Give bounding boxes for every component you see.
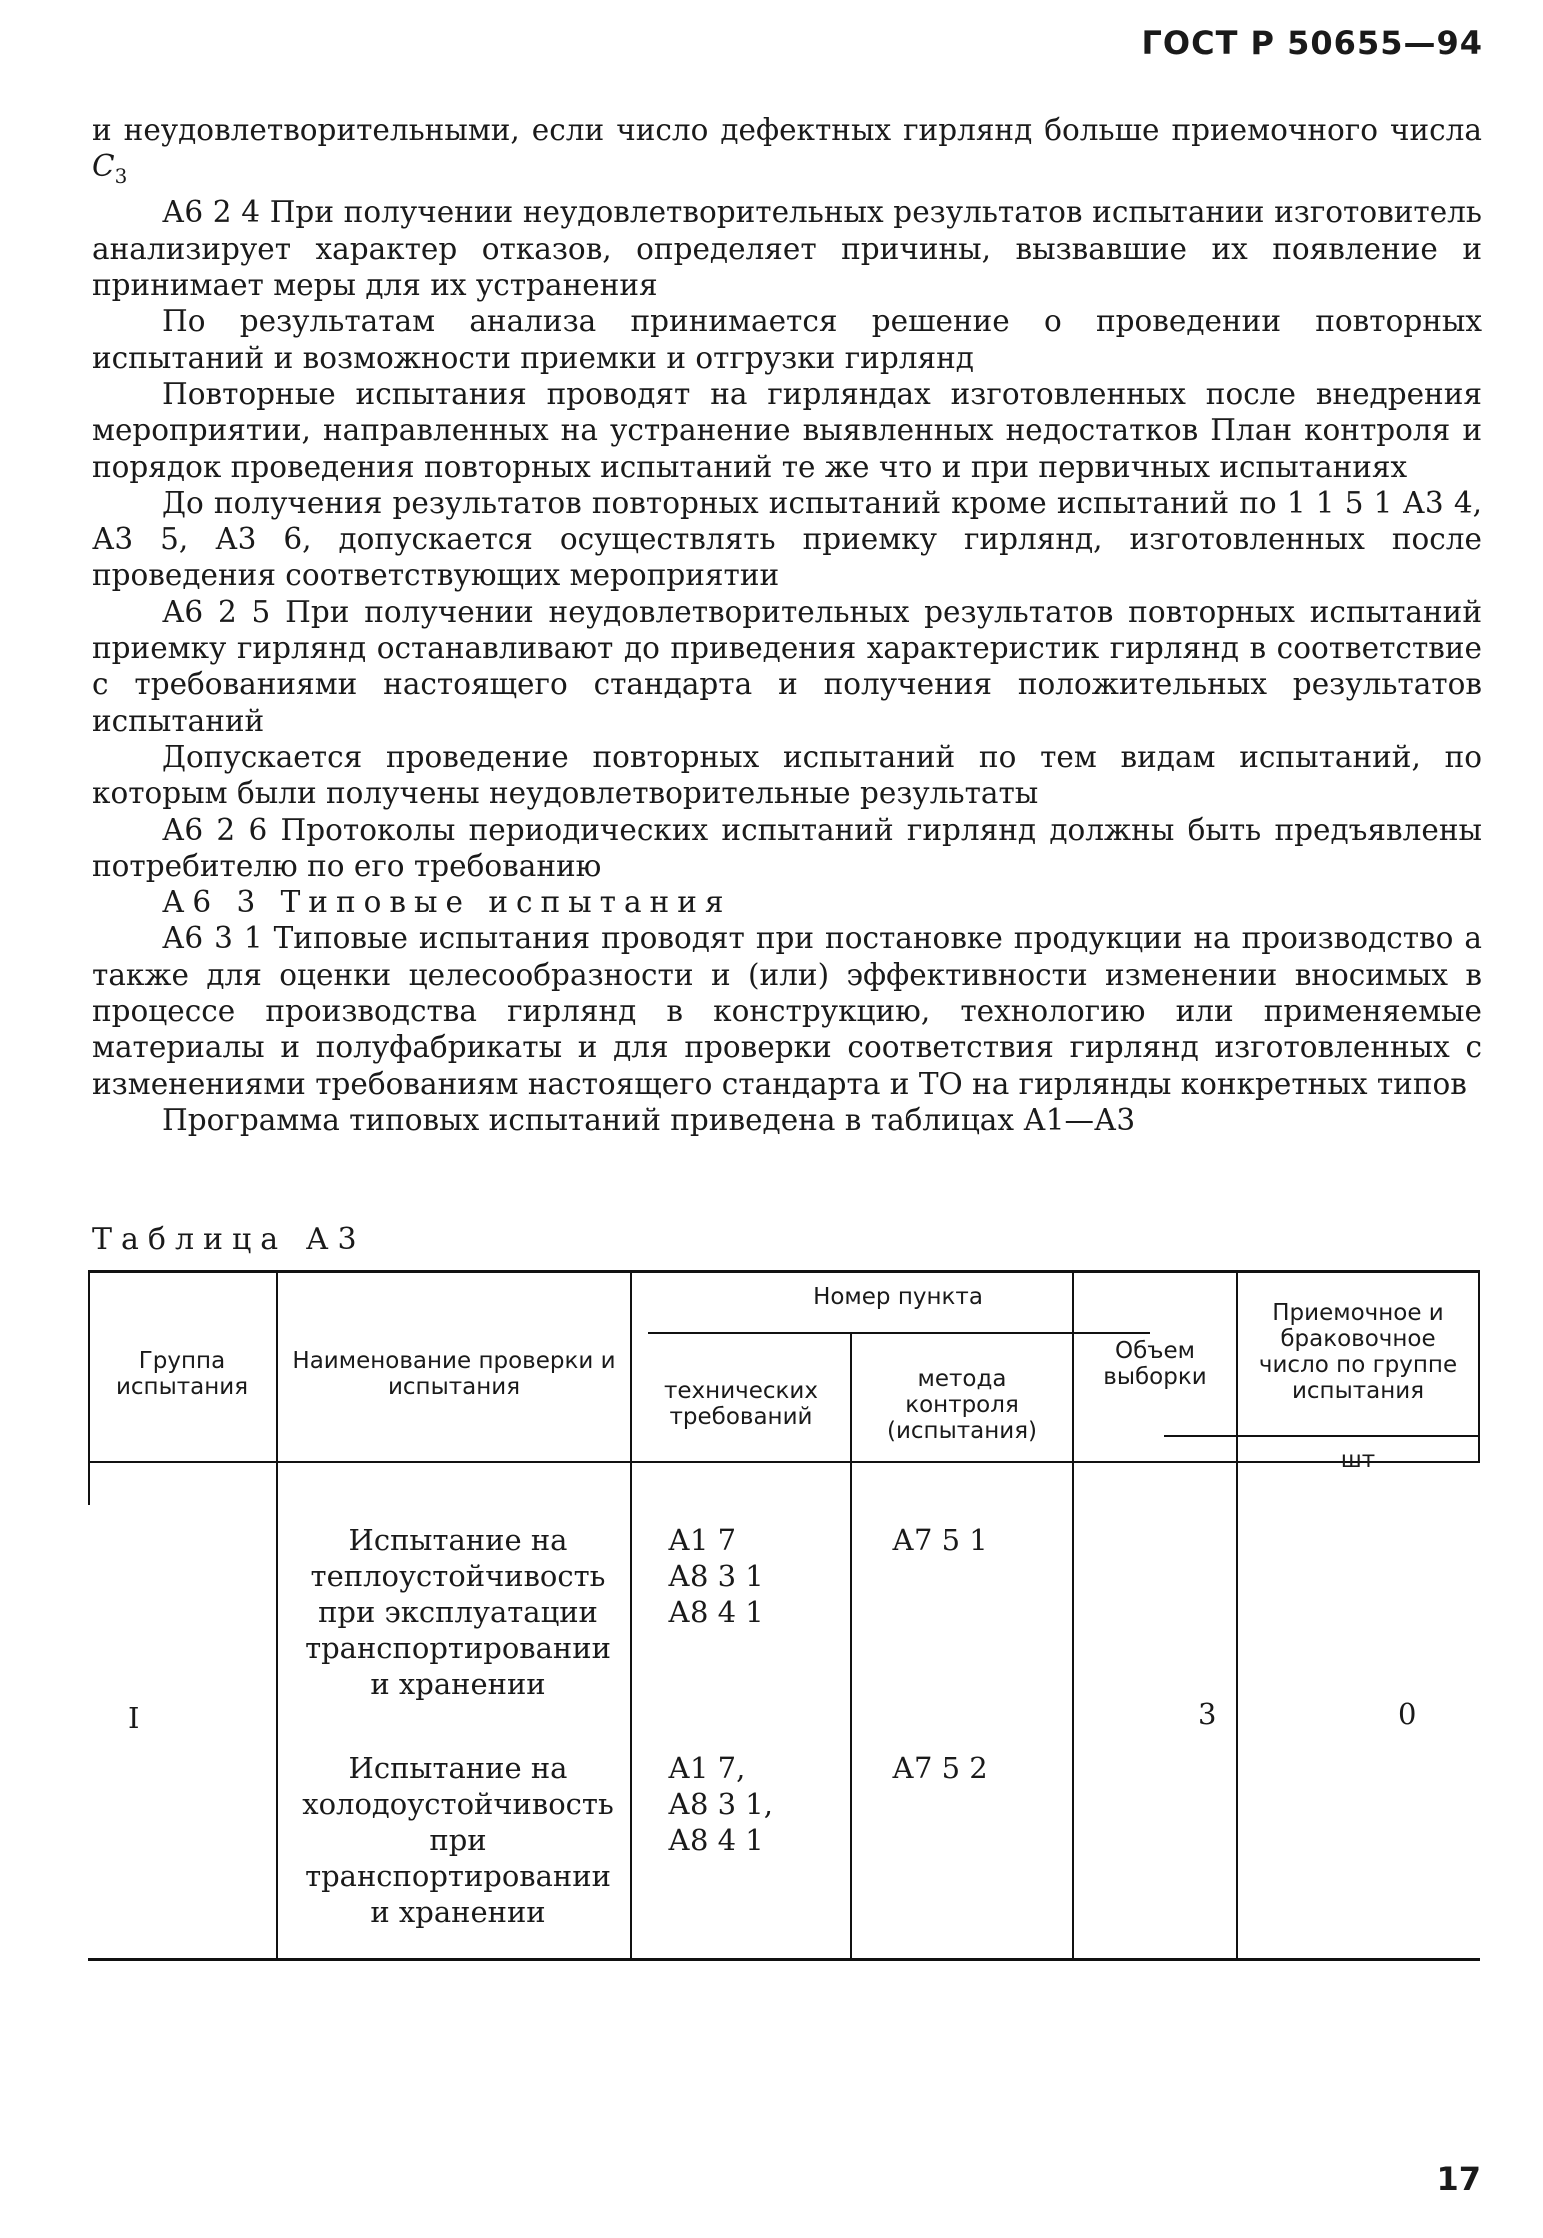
sample-size-value: 3 (1198, 1697, 1217, 1731)
paragraph: Допускается проведение повторных испытаний по тем видам испытаний, по которым были получены неудовлетворительные результаты (92, 739, 1482, 811)
page-number: 17 (1436, 2160, 1481, 2198)
paragraph: Программа типовых испытаний приведена в таблицах А1—А3 (162, 1102, 1136, 1137)
tech-requirements-row-1: А1 7 А8 3 1 А8 4 1 (668, 1523, 764, 1629)
paragraph: А6 3 1 Типовые испытания проводят при постановке продукции на производство а также для оценки целесообразности и (или) эффективности изменении вносимых в процессе производства гирлянд в конструкцию, технологию или применяемые материалы и полуфабрикаты и для проверки соответствия гирлянд изготовленных с изменениями требованиям настоящего стандарта и ТО на гирлянды конкретных типов (92, 921, 1482, 1101)
section-heading: А6 3 Типовые испытания (162, 885, 732, 920)
table-caption: Таблица А3 (92, 1222, 366, 1257)
col-rule (1236, 1270, 1238, 1960)
control-method-row-1: А7 5 1 (892, 1523, 988, 1557)
col-rule (850, 1332, 852, 1960)
paragraph: А6 2 6 Протоколы периодических испытаний гирлянд должны быть предъявлены потребителю по его требованию (92, 812, 1482, 883)
col-rule (88, 1270, 90, 1505)
body-text (92, 112, 1482, 1138)
col-rule (630, 1270, 632, 1960)
test-name-row-2: Испытание на холодоустойчивость при транспортировании и хранении (302, 1751, 614, 1929)
header-tech-requirements: технических требований (664, 1378, 818, 1430)
paragraph: и неудовлетворительными, если число дефектных гирлянд больше приемочного числа $C_3$ (92, 113, 1482, 189)
header-group: Группа испытания (115, 1348, 249, 1400)
header-acceptance: Приемочное и браковочное число по группе испытания (1258, 1300, 1458, 1404)
standard-title: ГОСТ Р 50655—94 (1141, 24, 1483, 62)
paragraph: По результатам анализа принимается решение о проведении повторных испытаний и возможности приемки и отгрузки гирлянд (92, 304, 1482, 375)
paragraph: До получения результатов повторных испытаний кроме испытаний по 1 1 5 1 А3 4, А3 5, А3 6, допускается осуществлять приемку гирлянд, изготовленных после проведения соответствующих мероприятии (92, 485, 1482, 593)
acceptance-value: 0 (1398, 1697, 1417, 1731)
col-rule (1072, 1270, 1074, 1960)
paragraph: А6 2 4 При получении неудовлетворительных результатов испытании изготовитель анализирует характер отказов, определяет причины, вызвавшие их появление и принимает меры для их устранения (92, 195, 1482, 303)
header-sample-size: Объем выборки (1103, 1338, 1207, 1390)
col-rule (276, 1270, 278, 1960)
header-name: Наименование проверки и испытания (292, 1348, 616, 1400)
header-point-number: Номер пункта (813, 1284, 983, 1310)
group-number: I (128, 1701, 140, 1735)
paragraph: Повторные испытания проводят на гирляндах изготовленных после внедрения мероприятии, направленных на устранение выявленных недостатков План контроля и порядок проведения повторных испытаний те же что и при первичных испытаниях (92, 376, 1482, 484)
table-a3 (88, 1270, 1480, 1960)
unit-rule (1164, 1435, 1480, 1437)
header-unit: шт (1340, 1447, 1376, 1473)
tech-requirements-row-2: А1 7, А8 3 1, А8 4 1 (668, 1751, 773, 1857)
control-method-row-2: А7 5 2 (892, 1751, 988, 1785)
col-rule (1478, 1270, 1480, 1461)
paragraph: А6 2 5 При получении неудовлетворительных результатов повторных испытаний приемку гирлянд останавливают до приведения характеристик гирлянд в соответствие с требованиями настоящего стандарта и получения положительных результатов испытаний (92, 594, 1482, 738)
test-name-row-1: Испытание на теплоустойчивость при эксплуатации транспортировании и хранении (305, 1523, 611, 1701)
table-top-rule (88, 1270, 1480, 1273)
header-control-method: метода контроля (испытания) (886, 1366, 1038, 1444)
point-number-rule (648, 1332, 1150, 1334)
table-bottom-rule (88, 1958, 1480, 1961)
